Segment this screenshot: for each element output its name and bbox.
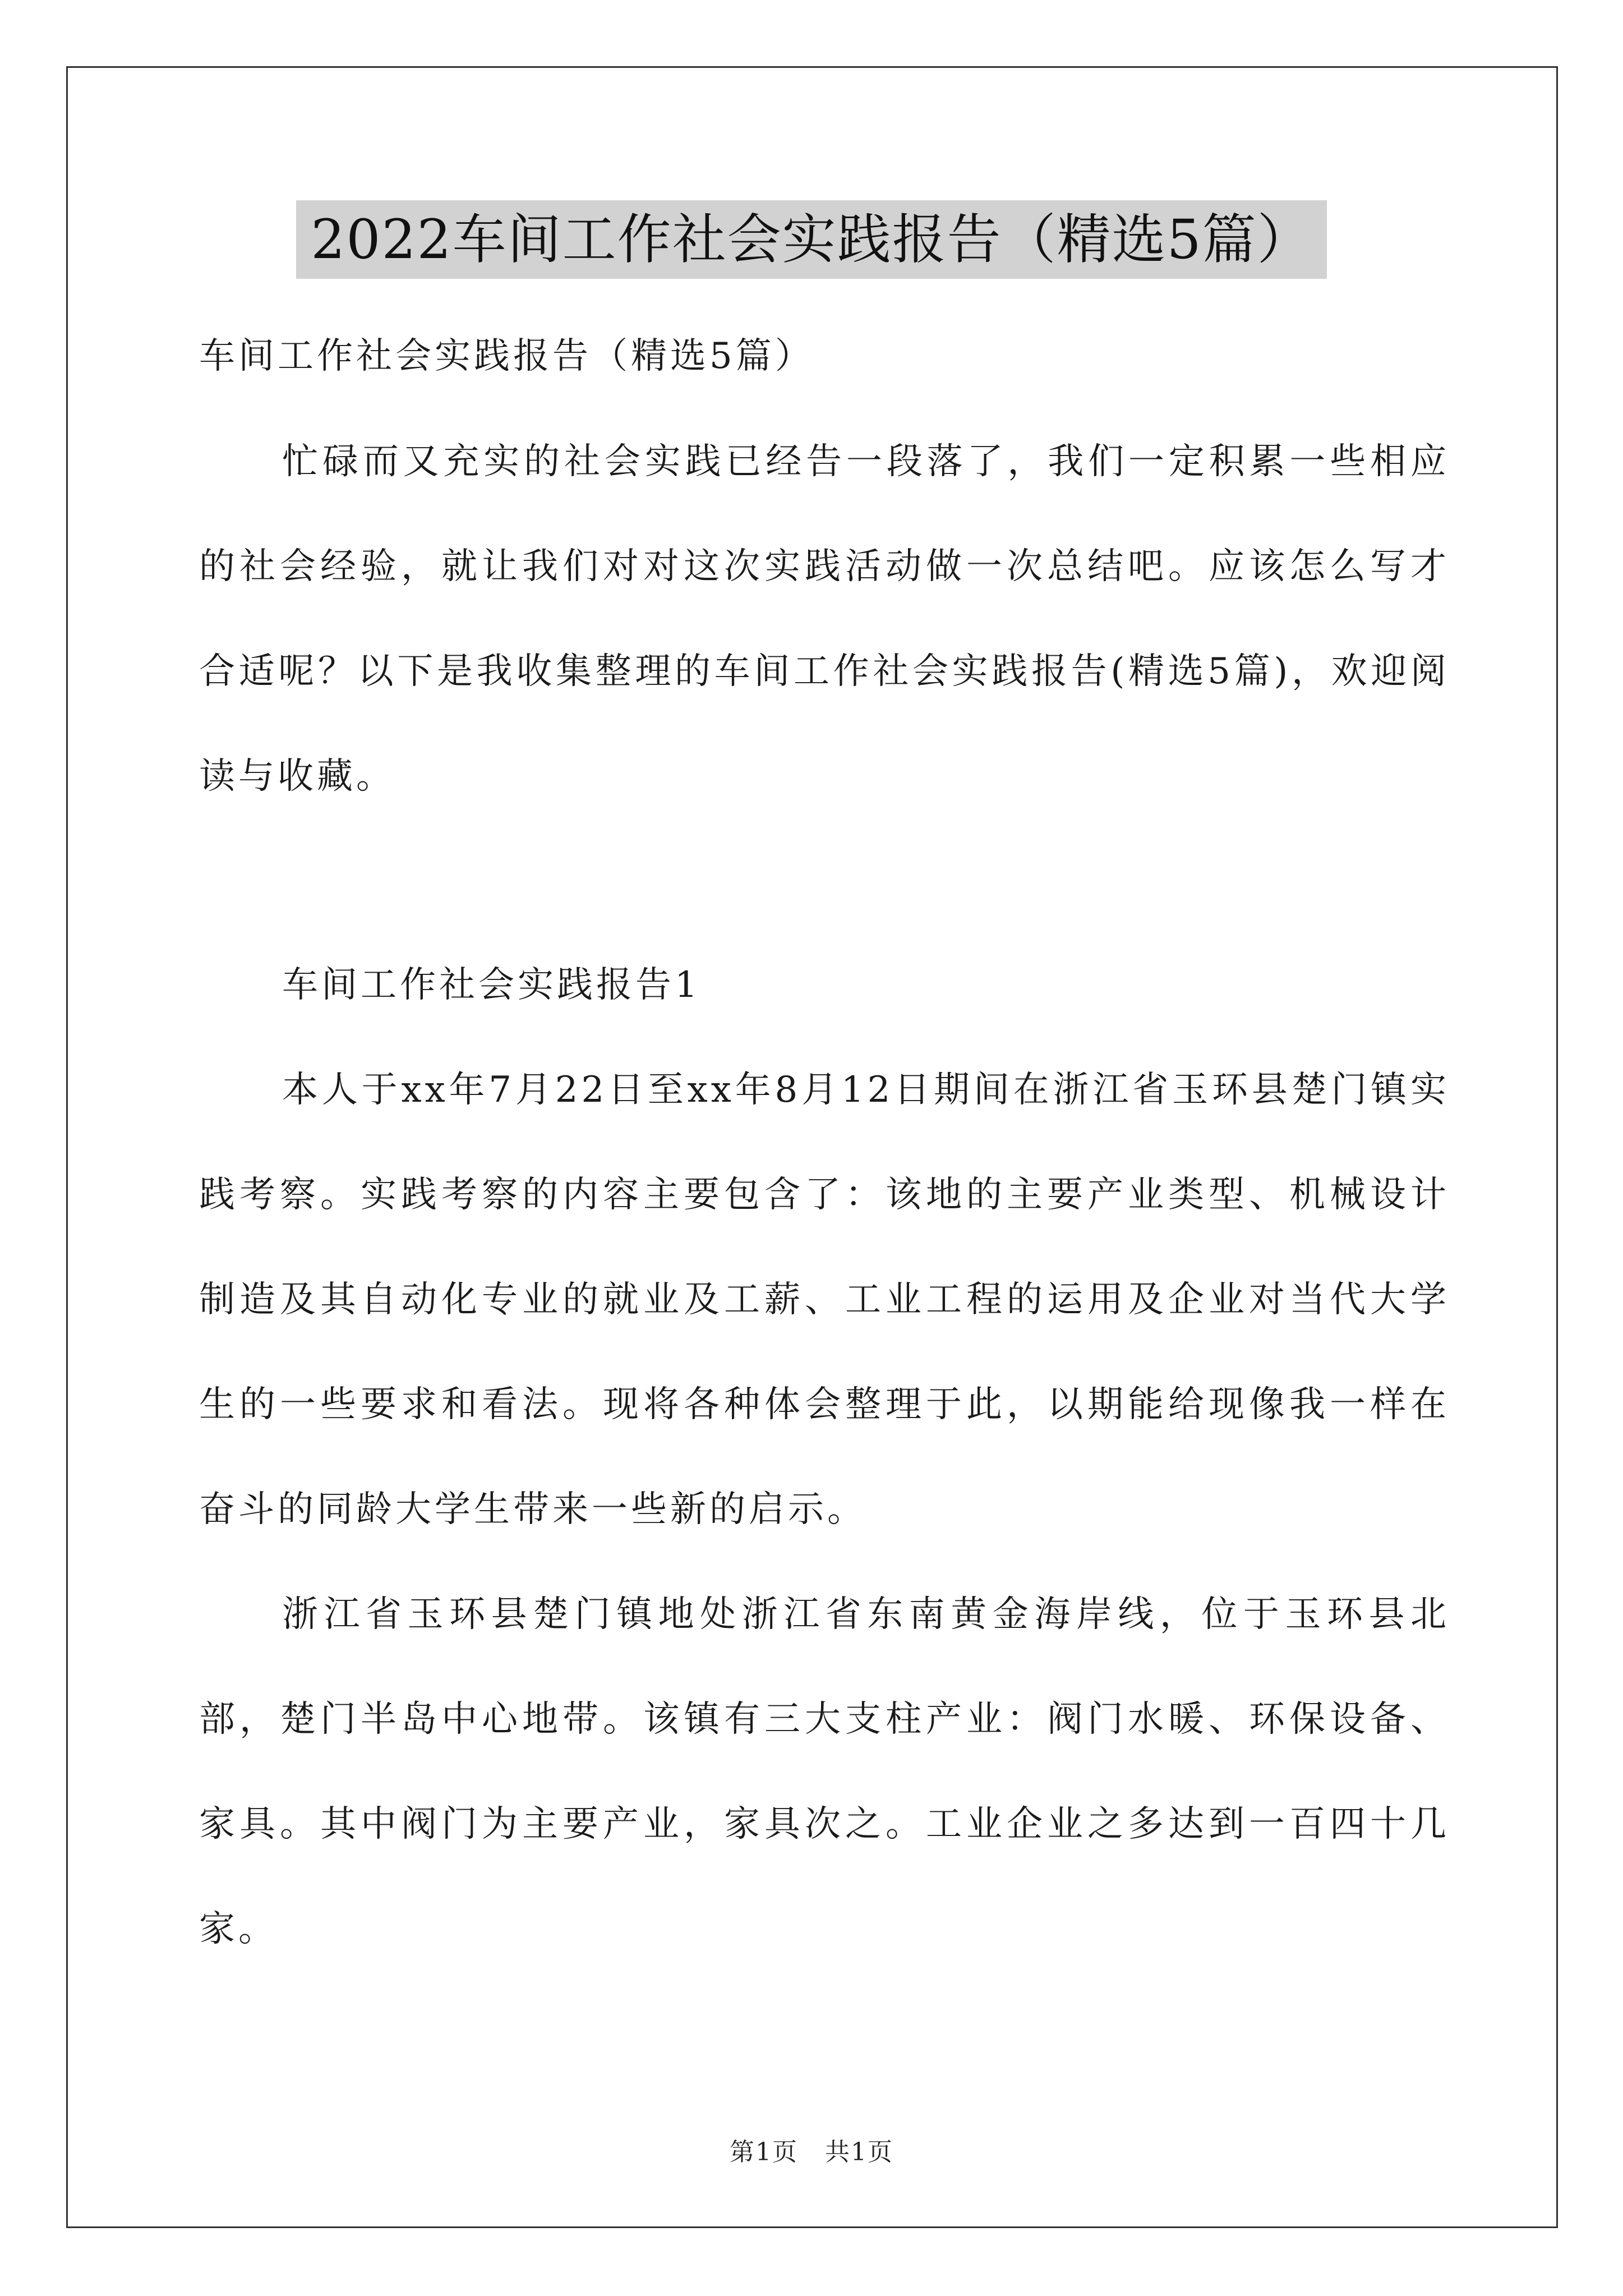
document-subtitle: 车间工作社会实践报告（精选5篇）: [199, 335, 814, 377]
body-paragraph-1: 本人于xx年7月22日至xx年8月12日期间在浙江省玉环县楚门镇实践考察。实践考察的内容主要包含了：该地的主要产业类型、机械设计制造及其自动化专业的就业及工薪、工业工程的运用及企业对当代大学生的一些要求和看法。现将各种体会整理于此，以期能给现像我一样在奋斗的同龄大学生带来一些新的启示。: [199, 1069, 1450, 1530]
page-total: 共1页: [825, 2138, 893, 2166]
page-footer: [0, 2132, 1623, 2168]
title-container: [0, 200, 1623, 279]
document-title: 2022车间工作社会实践报告（精选5篇）: [296, 200, 1326, 279]
section-heading: 车间工作社会实践报告1: [282, 964, 701, 1006]
body-paragraph-2: 浙江省玉环县楚门镇地处浙江省东南黄金海岸线，位于玉环县北部，楚门半岛中心地带。该镇有三大支柱产业：阀门水暖、环保设备、家具。其中阀门为主要产业，家具次之。工业企业之多达到一百四十几家。: [199, 1594, 1450, 1950]
intro-paragraph: 忙碌而又充实的社会实践已经告一段落了，我们一定积累一些相应的社会经验，就让我们对对这次实践活动做一次总结吧。应该怎么写才合适呢？以下是我收集整理的车间工作社会实践报告(精选5篇)，欢迎阅读与收藏。: [199, 441, 1450, 797]
document-body: [199, 314, 1450, 1982]
page-number: 第1页: [730, 2138, 798, 2166]
